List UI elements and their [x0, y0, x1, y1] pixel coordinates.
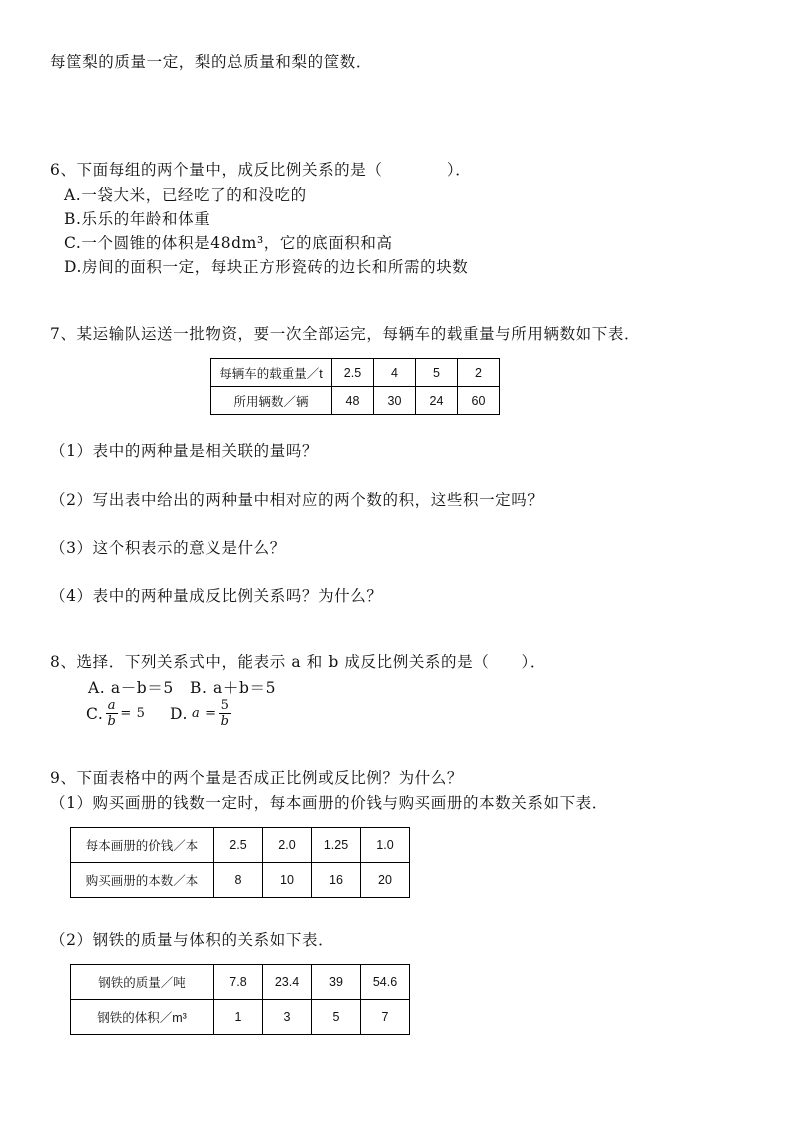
table-cell: 5 — [416, 359, 458, 387]
table-cell: 48 — [332, 387, 374, 415]
table-cell: 2.5 — [332, 359, 374, 387]
table-row-label: 每本画册的价钱／本 — [71, 828, 214, 863]
q9-table-2 — [70, 964, 410, 1035]
table-row-label: 购买画册的本数／本 — [71, 863, 214, 898]
q6-option-b: B.乐乐的年龄和体重 — [64, 210, 211, 228]
table-cell: 16 — [312, 863, 361, 898]
q8-option-d — [170, 698, 234, 729]
table-cell: 7 — [361, 1000, 410, 1035]
table-row-label: 所用辆数／辆 — [211, 387, 332, 415]
table-row — [71, 828, 410, 863]
table-row-label: 每辆车的载重量／t — [211, 359, 332, 387]
table-cell: 1.0 — [361, 828, 410, 863]
table-cell: 2.5 — [214, 828, 263, 863]
fraction-denominator: b — [107, 714, 117, 729]
table-cell: 1.25 — [312, 828, 361, 863]
q6-option-d: D.房间的面积一定，每块正方形瓷砖的边长和所需的块数 — [64, 258, 469, 276]
q8-option-d-variable: a = — [192, 706, 217, 721]
q8-option-d-fraction — [219, 698, 232, 729]
q7-sub-4: （4）表中的两种量成反比例关系吗？为什么？ — [50, 587, 383, 605]
table-row-label: 钢铁的体积／m³ — [71, 1000, 214, 1035]
table-cell: 39 — [312, 965, 361, 1000]
table-cell: 1 — [214, 1000, 263, 1035]
q8-option-c-prefix: C. — [86, 704, 104, 723]
q8-option-c — [86, 698, 145, 729]
fraction-numerator: a — [107, 698, 117, 713]
q9-sub-1: （1）购买画册的钱数一定时，每本画册的价钱与购买画册的本数关系如下表． — [50, 794, 608, 812]
table-cell: 4 — [374, 359, 416, 387]
q8-stem: 8、选择．下列关系式中，能表示 a 和 b 成反比例关系的是（ ）． — [50, 653, 546, 671]
table-cell: 60 — [458, 387, 500, 415]
table-cell: 2.0 — [263, 828, 312, 863]
table-row — [71, 965, 410, 1000]
table-cell: 54.6 — [361, 965, 410, 1000]
q7-sub-2: （2）写出表中给出的两种量中相对应的两个数的积，这些积一定吗？ — [50, 491, 544, 509]
q7-table — [210, 358, 500, 415]
table-row — [211, 359, 500, 387]
q8-option-d-prefix: D. — [170, 704, 189, 723]
table-cell: 24 — [416, 387, 458, 415]
fraction-numerator: 5 — [220, 698, 230, 713]
q7-sub-3: （3）这个积表示的意义是什么？ — [50, 539, 286, 557]
table-cell: 30 — [374, 387, 416, 415]
q6-option-a: A.一袋大米，已经吃了的和没吃的 — [64, 186, 307, 204]
table-cell: 20 — [361, 863, 410, 898]
q6-option-c: C.一个圆锥的体积是48dm³，它的底面积和高 — [64, 234, 393, 252]
q8-option-b: B. a＋b＝5 — [190, 679, 277, 697]
q7-stem: 7、某运输队运送一批物资，要一次全部运完，每辆车的载重量与所用辆数如下表． — [50, 325, 641, 343]
table-row — [71, 1000, 410, 1035]
table-cell: 10 — [263, 863, 312, 898]
q8-option-c-fraction — [105, 698, 118, 729]
table-cell: 2 — [458, 359, 500, 387]
table-cell: 7.8 — [214, 965, 263, 1000]
table-cell: 3 — [263, 1000, 312, 1035]
q7-sub-1: （1）表中的两种量是相关联的量吗？ — [50, 442, 319, 460]
fraction-denominator: b — [220, 714, 230, 729]
q8-option-a: A. a－b＝5 — [88, 679, 174, 697]
q8-option-c-suffix: = 5 — [120, 706, 146, 721]
q9-sub-2: （2）钢铁的质量与体积的关系如下表． — [50, 931, 335, 949]
q6-stem: 6、下面每组的两个量中，成反比例关系的是（ ）． — [50, 161, 472, 179]
table-cell: 23.4 — [263, 965, 312, 1000]
table-row — [211, 387, 500, 415]
table-row-label: 钢铁的质量／吨 — [71, 965, 214, 1000]
intro-line: 每筐梨的质量一定，梨的总质量和梨的筐数． — [50, 53, 373, 71]
table-cell: 8 — [214, 863, 263, 898]
table-cell: 5 — [312, 1000, 361, 1035]
q9-table-1 — [70, 827, 410, 898]
table-row — [71, 863, 410, 898]
q9-stem: 9、下面表格中的两个量是否成正比例或反比例？为什么？ — [50, 769, 463, 787]
